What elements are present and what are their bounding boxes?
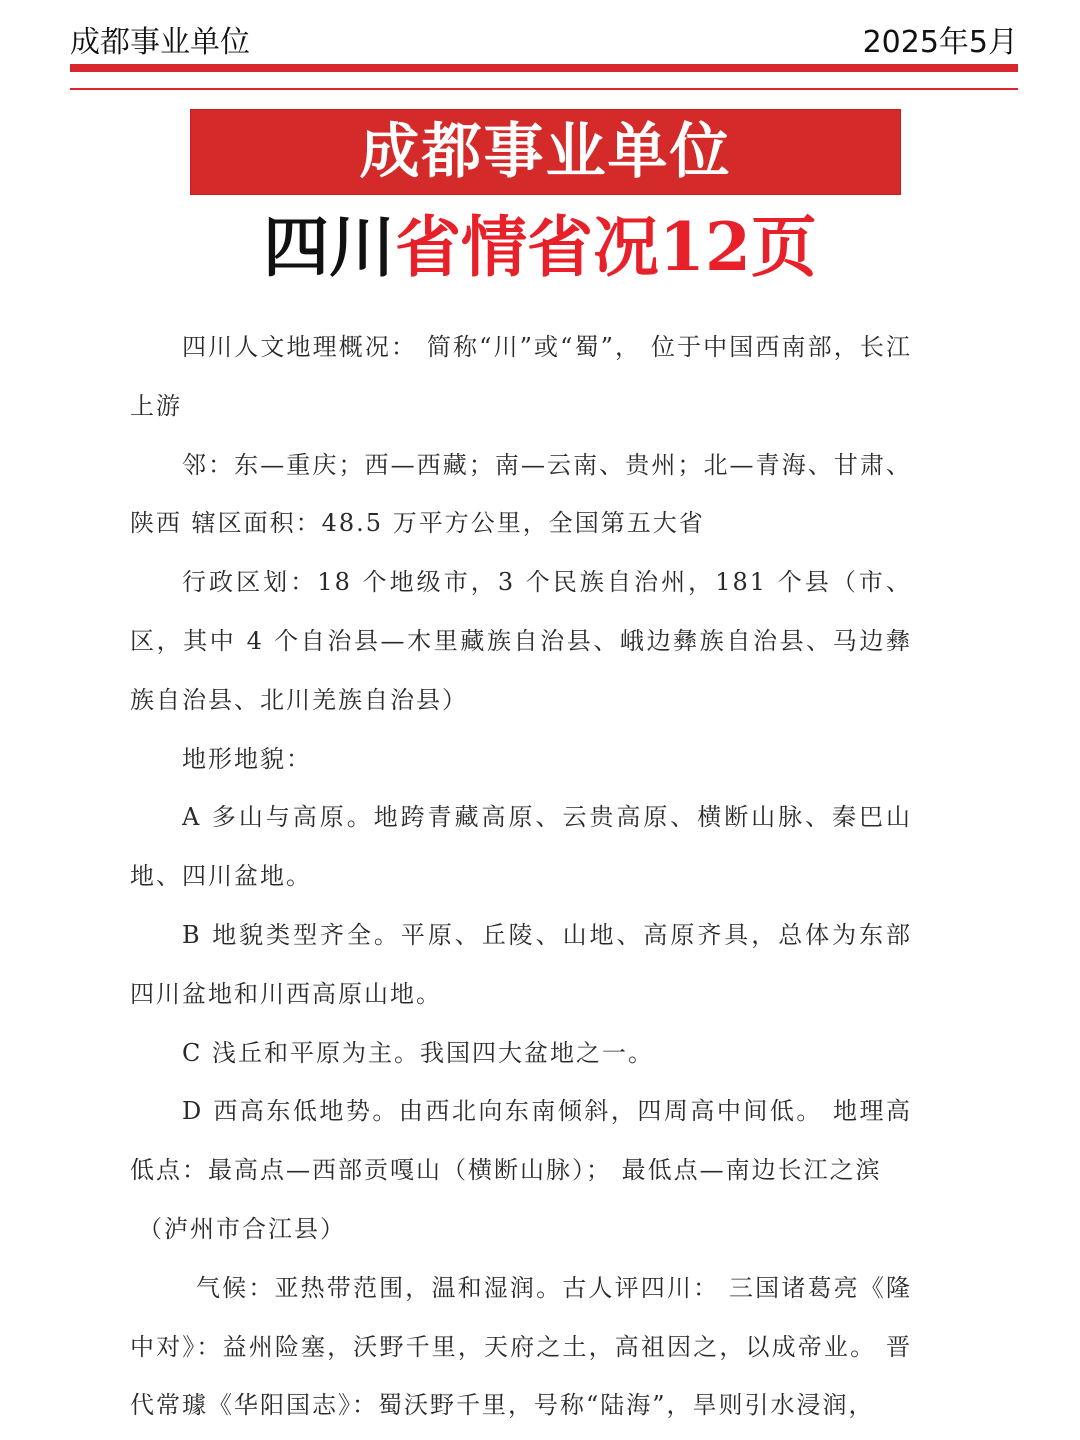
paragraph-neighbors: 邻：东—重庆；西—西藏；南—云南、贵州；北—青海、甘肃、陕西 辖区面积：48.5 万平方公里，全国第五大省 — [130, 450, 912, 538]
page-title — [0, 202, 1080, 292]
document-body — [130, 318, 912, 1435]
paragraph-terrain-b: B 地貌类型齐全。平原、丘陵、山地、高原齐具，总体为东部四川盆地和川西高原山地。 — [130, 920, 912, 1008]
title-banner — [190, 109, 901, 195]
paragraph-overview: 四川人文地理概况： 简称“川”或“蜀”， 位于中国西南部，长江上游 — [130, 333, 912, 420]
paragraph-terrain-c: C 浅丘和平原为主。我国四大盆地之一。 — [182, 1038, 654, 1067]
header-date: 2025年5月 — [862, 25, 1018, 60]
title-red-part: 省情省况12页 — [395, 208, 817, 286]
paragraph-administration: 行政区划：18 个地级市，3 个民族自治州，181 个县（市、区，其中 4 个自治县—木里藏族自治县、峨边彝族自治县、马边彝族自治县、北川羌族自治县） — [130, 568, 912, 714]
page-header — [70, 22, 1018, 64]
banner-text: 成都事业单位 — [359, 117, 732, 187]
paragraph-climate: 气候：亚热带范围，温和湿润。古人评四川： 三国诸葛亮《隆中对》：益州险塞，沃野千里，天府之土，高祖因之，以成帝业。 晋代常璩《华阳国志》：蜀沃野千里，号称“陆海”，旱则引水浸润， — [130, 1273, 912, 1420]
paragraph-terrain-a: A 多山与高原。地跨青藏高原、云贵高原、横断山脉、秦巴山地、四川盆地。 — [130, 803, 912, 891]
paragraph-terrain-heading: 地形地貌： — [182, 744, 312, 773]
header-title: 成都事业单位 — [70, 25, 250, 60]
title-black-part: 四川 — [263, 208, 396, 286]
paragraph-lowest-point: （泸州市合江县） — [138, 1214, 346, 1243]
header-rule-thin — [70, 88, 1018, 90]
paragraph-terrain-d: D 西高东低地势。由西北向东南倾斜，四周高中间低。 地理高低点：最高点—西部贡嘎山（横断山脉）； 最低点—南边长江之滨 — [130, 1097, 912, 1185]
header-rule-thick — [70, 64, 1018, 72]
